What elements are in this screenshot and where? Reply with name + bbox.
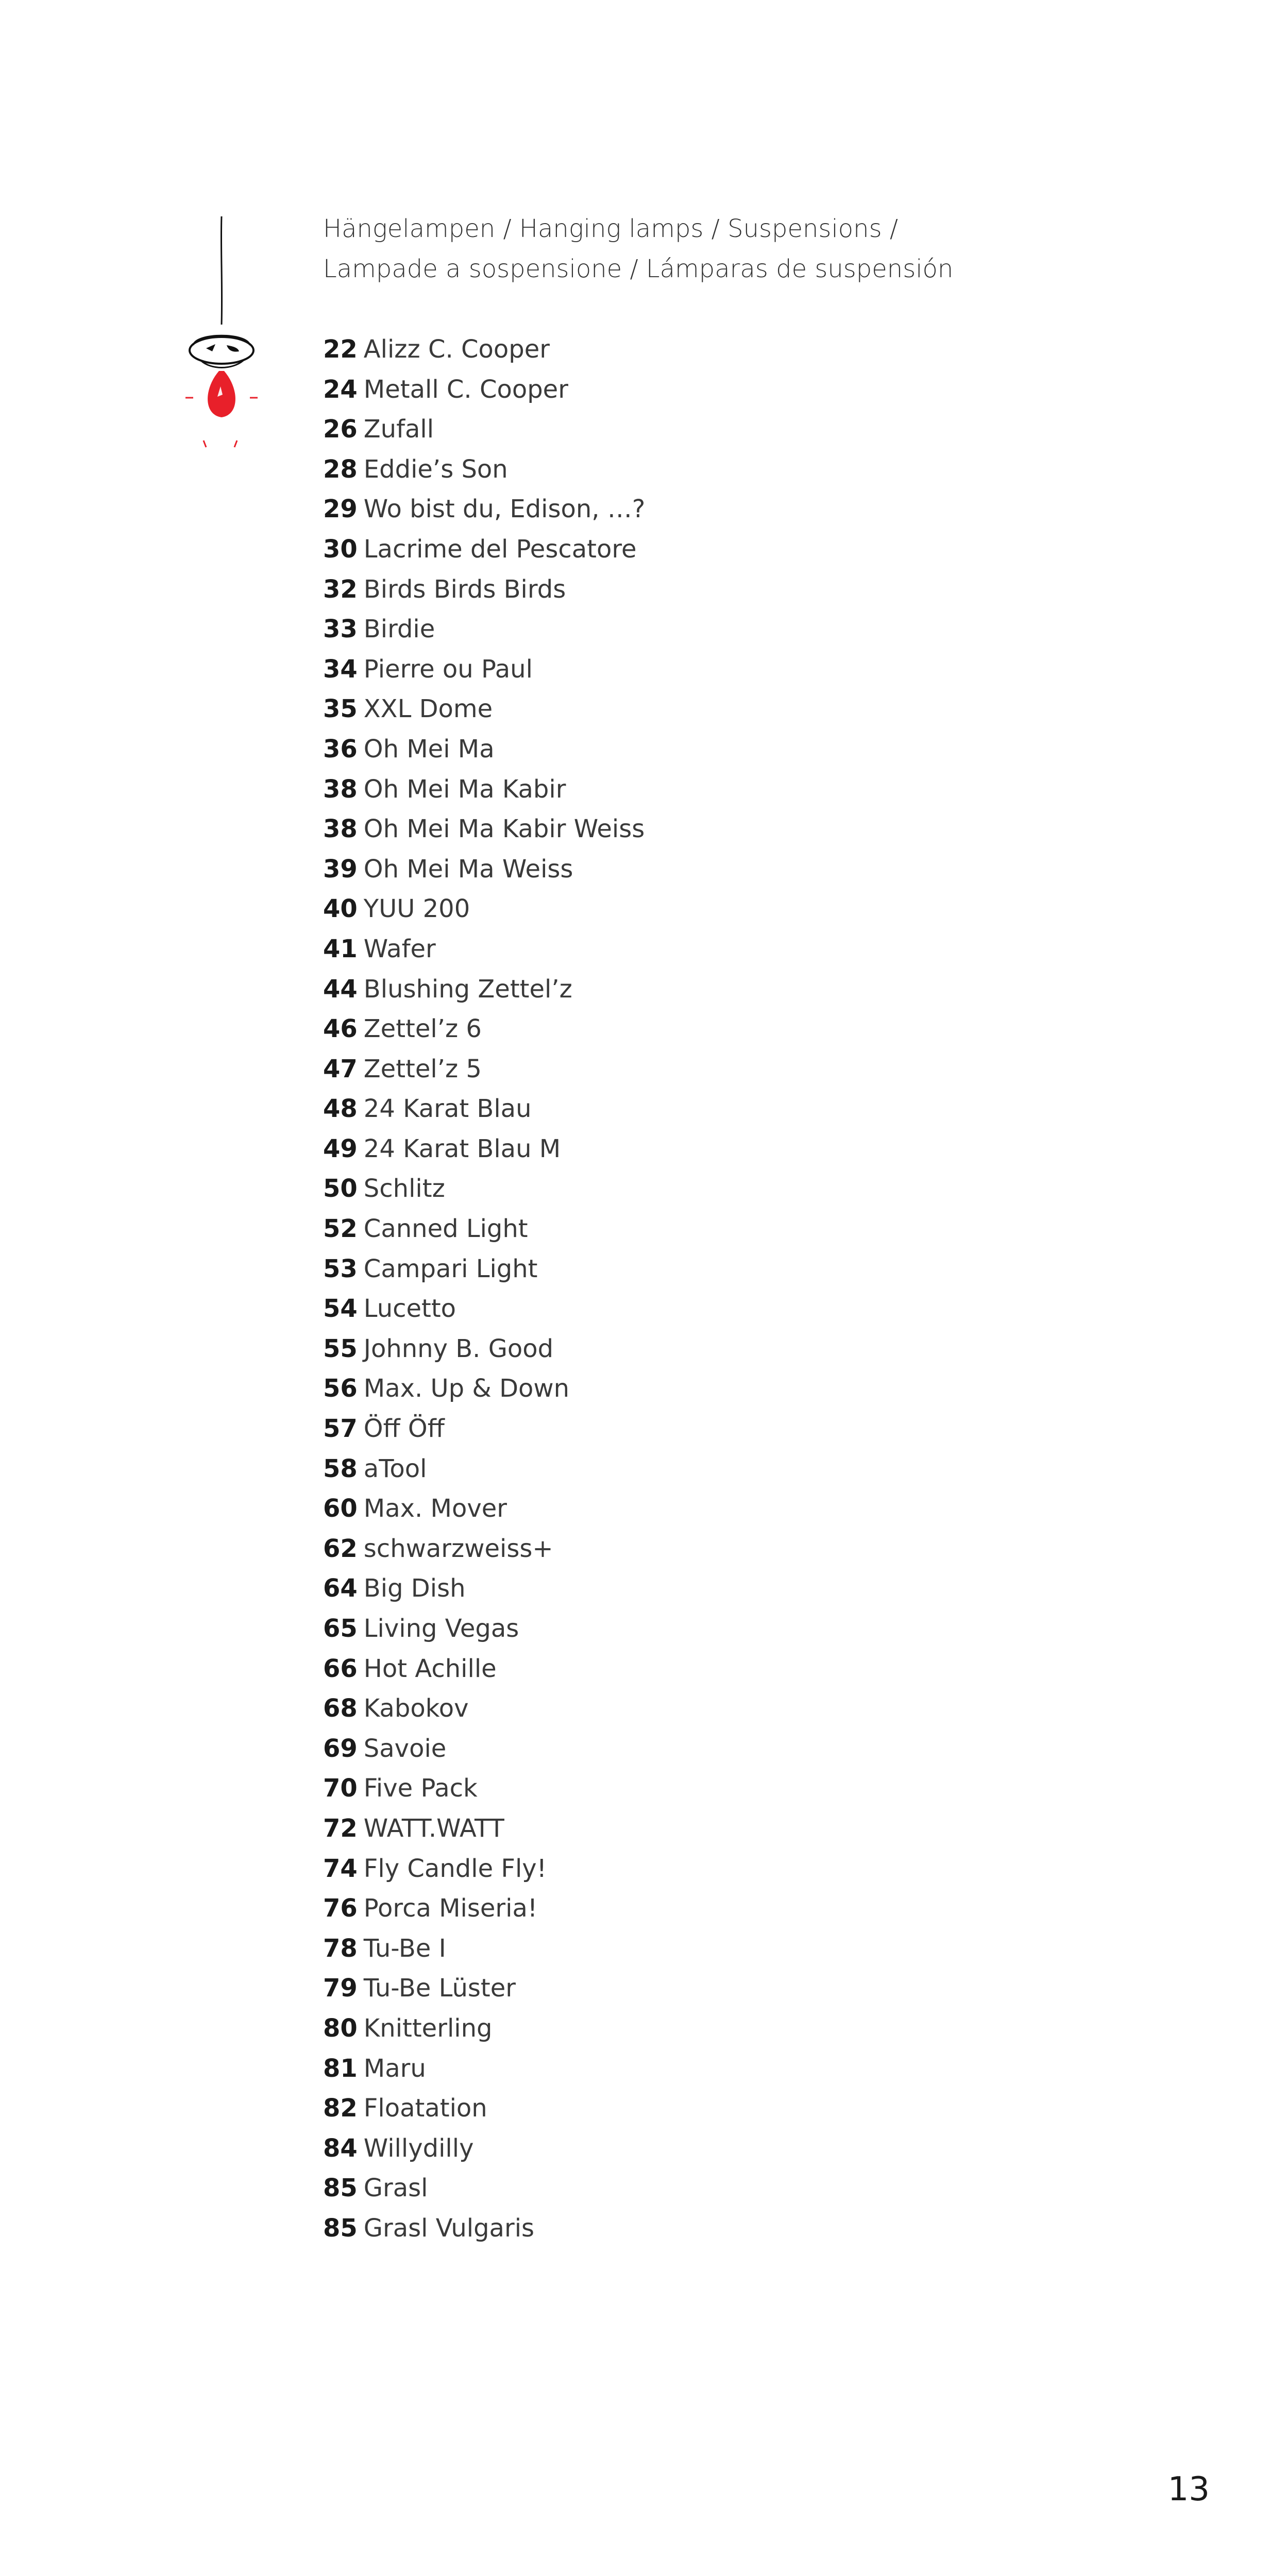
entry-title: Johnny B. Good (363, 1334, 554, 1363)
entry-page-number: 35 (323, 694, 358, 724)
entry-page-number: 56 (323, 1374, 358, 1403)
list-item (323, 1209, 645, 1249)
entry-title: WATT.WATT (363, 1814, 504, 1843)
list-item (323, 1569, 645, 1609)
entry-title: Birds Birds Birds (363, 574, 566, 604)
entry-title: Lacrime del Pescatore (363, 534, 637, 564)
entry-title: Knitterling (363, 2013, 493, 2043)
page-number: 13 (1167, 2470, 1210, 2509)
entry-page-number: 74 (323, 1854, 358, 1883)
entry-title: 24 Karat Blau (363, 1094, 532, 1124)
list-item (323, 1529, 645, 1569)
list-item (323, 1169, 645, 1209)
list-item (323, 1929, 645, 1969)
entry-title: Kabokov (363, 1694, 469, 1723)
list-item (323, 1769, 645, 1809)
list-item (323, 1289, 645, 1329)
entry-title: Pierre ou Paul (363, 654, 533, 684)
entry-title: Five Pack (363, 1774, 478, 1803)
entry-page-number: 81 (323, 2054, 358, 2083)
list-item (323, 1649, 645, 1689)
list-item (323, 1729, 645, 1769)
entry-title: Birdie (363, 615, 435, 644)
entry-title: Fly Candle Fly! (363, 1854, 547, 1883)
entry-page-number: 66 (323, 1654, 358, 1683)
entry-title: Oh Mei Ma Kabir Weiss (363, 815, 645, 844)
entry-title: Maru (363, 2054, 426, 2083)
entry-page-number: 78 (323, 1934, 358, 1963)
entry-page-number: 52 (323, 1214, 358, 1244)
list-item (323, 1409, 645, 1449)
list-item (323, 489, 645, 530)
entry-page-number: 28 (323, 454, 358, 484)
entry-title: Öff Öff (363, 1414, 445, 1444)
list-item (323, 2168, 645, 2209)
entry-title: Savoie (363, 1734, 447, 1763)
list-item (323, 1009, 645, 1049)
entry-page-number: 64 (323, 1574, 358, 1603)
entry-title: Floatation (363, 2094, 487, 2123)
list-item (323, 1849, 645, 1889)
entry-title: Canned Light (363, 1214, 528, 1244)
entry-page-number: 62 (323, 1534, 358, 1563)
list-item (323, 450, 645, 490)
entry-page-number: 26 (323, 415, 358, 444)
entry-page-number: 40 (323, 894, 358, 924)
entry-title: Schlitz (363, 1174, 445, 1204)
entry-page-number: 50 (323, 1174, 358, 1204)
entry-title: aTool (363, 1454, 427, 1483)
entry-page-number: 72 (323, 1814, 358, 1843)
list-item (323, 1489, 645, 1529)
list-item (323, 570, 645, 610)
entry-page-number: 49 (323, 1134, 358, 1163)
entry-page-number: 38 (323, 815, 358, 844)
entry-title: Big Dish (363, 1574, 466, 1603)
entry-page-number: 69 (323, 1734, 358, 1763)
entry-title: Alizz C. Cooper (363, 335, 550, 364)
list-item (323, 2129, 645, 2169)
list-item (323, 770, 645, 810)
entry-page-number: 55 (323, 1334, 358, 1363)
list-item (323, 970, 645, 1010)
entry-page-number: 32 (323, 574, 358, 604)
list-item (323, 2209, 645, 2249)
entry-page-number: 60 (323, 1494, 358, 1523)
entry-title: YUU 200 (363, 894, 470, 924)
entry-title: 24 Karat Blau M (363, 1134, 561, 1163)
entry-title: Eddie’s Son (363, 454, 508, 484)
entry-title: Zufall (363, 415, 434, 444)
entry-title: Blushing Zettel’z (363, 974, 572, 1004)
list-item (323, 1809, 645, 1849)
heading-line-2: Lampade a sospensione / Lámparas de suspensión (323, 255, 954, 283)
list-item (323, 530, 645, 570)
list-item (323, 1089, 645, 1129)
entry-page-number: 22 (323, 335, 358, 364)
entry-page-number: 39 (323, 854, 358, 884)
entry-title: Living Vegas (363, 1614, 519, 1643)
list-item (323, 370, 645, 410)
list-item (323, 1609, 645, 1649)
entry-title: Porca Miseria! (363, 1894, 538, 1923)
entry-title: Oh Mei Ma Weiss (363, 854, 573, 884)
hanging-lamp-illustration (155, 206, 299, 495)
entry-page-number: 44 (323, 974, 358, 1004)
entry-page-number: 82 (323, 2094, 358, 2123)
list-item (323, 889, 645, 929)
entry-page-number: 58 (323, 1454, 358, 1483)
entry-page-number: 57 (323, 1414, 358, 1444)
entry-page-number: 53 (323, 1254, 358, 1283)
entry-page-number: 30 (323, 534, 358, 564)
entry-page-number: 84 (323, 2133, 358, 2163)
entry-page-number: 85 (323, 2213, 358, 2243)
section-heading (323, 209, 1199, 289)
entry-page-number: 46 (323, 1014, 358, 1044)
list-item (323, 1329, 645, 1369)
entry-title: Oh Mei Ma (363, 734, 495, 764)
entry-page-number: 80 (323, 2013, 358, 2043)
list-item (323, 1369, 645, 1409)
list-item (323, 730, 645, 770)
entry-title: Tu-Be Lüster (363, 1974, 516, 2003)
entry-title: Lucetto (363, 1294, 456, 1324)
entry-page-number: 34 (323, 654, 358, 684)
list-item (323, 809, 645, 850)
list-item (323, 1689, 645, 1729)
entry-page-number: 29 (323, 495, 358, 524)
list-item (323, 2089, 645, 2129)
list-item (323, 929, 645, 970)
entry-page-number: 33 (323, 615, 358, 644)
entry-title: Grasl (363, 2174, 428, 2203)
product-index-list (323, 330, 645, 2249)
entry-page-number: 76 (323, 1894, 358, 1923)
list-item (323, 1049, 645, 1090)
entry-page-number: 48 (323, 1094, 358, 1124)
list-item (323, 609, 645, 650)
entry-page-number: 85 (323, 2174, 358, 2203)
entry-title: Oh Mei Ma Kabir (363, 774, 566, 804)
list-item (323, 1249, 645, 1290)
list-item (323, 1449, 645, 1489)
list-item (323, 410, 645, 450)
entry-title: Campari Light (363, 1254, 538, 1283)
entry-title: Metall C. Cooper (363, 375, 568, 404)
entry-page-number: 68 (323, 1694, 358, 1723)
entry-title: Max. Mover (363, 1494, 507, 1523)
list-item (323, 850, 645, 890)
entry-page-number: 24 (323, 375, 358, 404)
entry-title: Zettel’z 6 (363, 1014, 482, 1044)
list-item (323, 330, 645, 370)
list-item (323, 1129, 645, 1170)
entry-title: Max. Up & Down (363, 1374, 570, 1403)
entry-title: Zettel’z 5 (363, 1054, 482, 1083)
heading-line-1: Hängelampen / Hanging lamps / Suspensions / (323, 214, 898, 243)
entry-page-number: 41 (323, 934, 358, 963)
entry-page-number: 38 (323, 774, 358, 804)
entry-title: schwarzweiss+ (363, 1534, 553, 1563)
hanging-lamp-sketch-icon (155, 206, 299, 495)
entry-title: Willydilly (363, 2133, 474, 2163)
entry-title: Wo bist du, Edison, …? (363, 495, 646, 524)
list-item (323, 2049, 645, 2089)
list-item (323, 1889, 645, 1929)
entry-page-number: 36 (323, 734, 358, 764)
entry-page-number: 70 (323, 1774, 358, 1803)
entry-title: Wafer (363, 934, 436, 963)
entry-title: Grasl Vulgaris (363, 2213, 535, 2243)
entry-page-number: 79 (323, 1974, 358, 2003)
entry-title: Hot Achille (363, 1654, 497, 1683)
entry-page-number: 47 (323, 1054, 358, 1083)
entry-title: XXL Dome (363, 694, 493, 724)
list-item (323, 689, 645, 730)
list-item (323, 1969, 645, 2009)
entry-page-number: 65 (323, 1614, 358, 1643)
entry-page-number: 54 (323, 1294, 358, 1324)
entry-title: Tu-Be I (363, 1934, 446, 1963)
list-item (323, 650, 645, 690)
list-item (323, 2009, 645, 2049)
